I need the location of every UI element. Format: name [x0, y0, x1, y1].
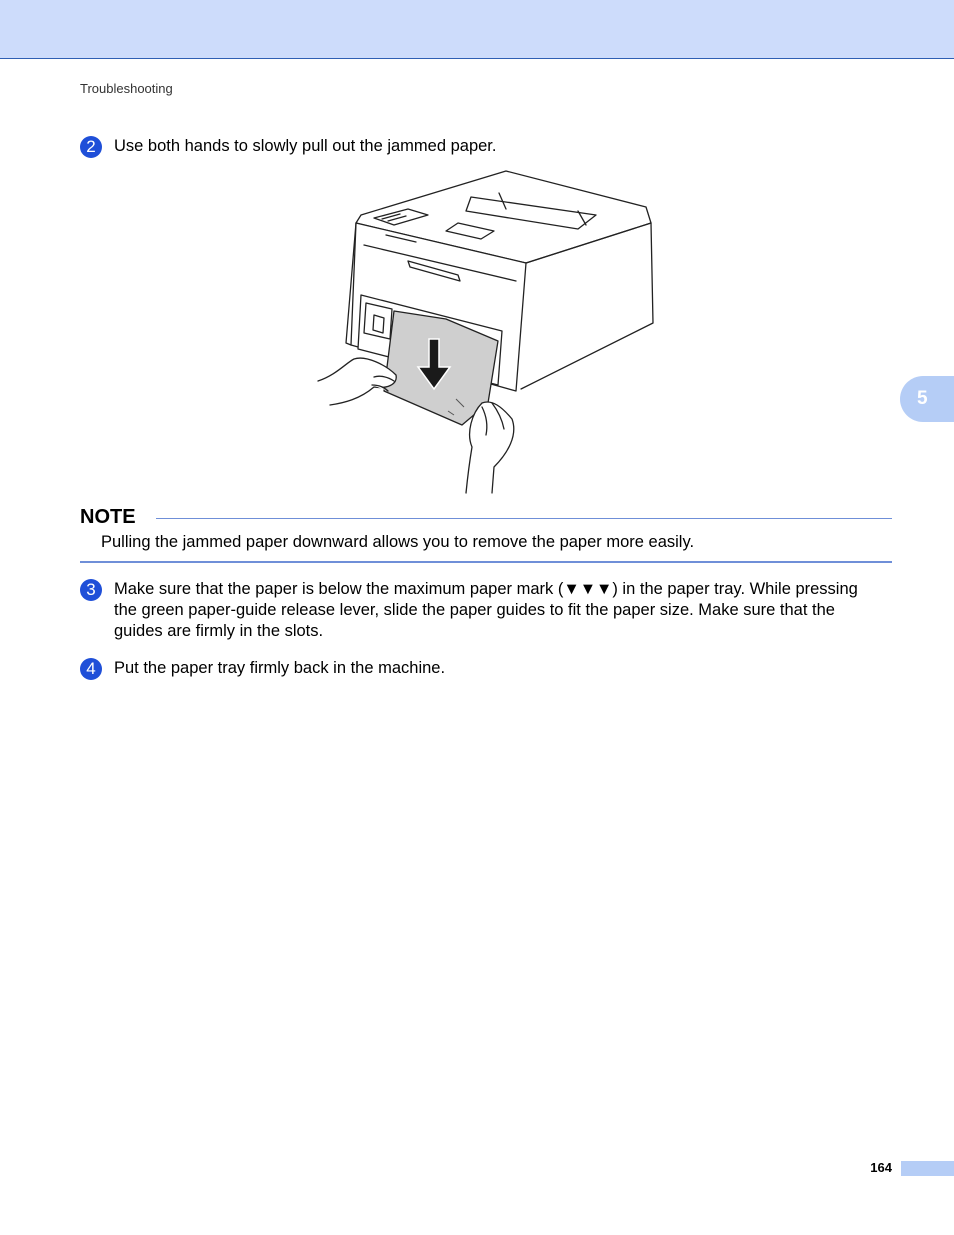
header-band — [0, 0, 954, 59]
section-title: Troubleshooting — [80, 81, 173, 96]
step-4 — [80, 658, 884, 680]
note-bottom-rule — [80, 561, 892, 563]
printer-paper-jam-illustration — [316, 163, 658, 495]
step-text: Make sure that the paper is below the maximum paper mark (▼▼▼) in the paper tray. While pressing the green paper-guide release lever, slide the paper guides to fit the paper size. Make sure that the guides are firmly in the slots. — [114, 580, 858, 640]
step-number-badge: 4 — [80, 658, 102, 680]
chapter-tab: 5 — [900, 376, 954, 422]
page-number-bar — [901, 1161, 954, 1176]
step-2 — [80, 136, 884, 158]
step-text: Use both hands to slowly pull out the jammed paper. — [114, 137, 497, 155]
note-text: Pulling the jammed paper downward allows you to remove the paper more easily. — [101, 533, 695, 551]
step-number-badge: 3 — [80, 579, 102, 601]
page-number: 164 — [870, 1160, 892, 1175]
step-text: Put the paper tray firmly back in the machine. — [114, 659, 446, 677]
step-number-badge: 2 — [80, 136, 102, 158]
note-title: NOTE — [80, 506, 136, 528]
note-top-rule — [156, 518, 892, 519]
step-3 — [80, 579, 884, 642]
